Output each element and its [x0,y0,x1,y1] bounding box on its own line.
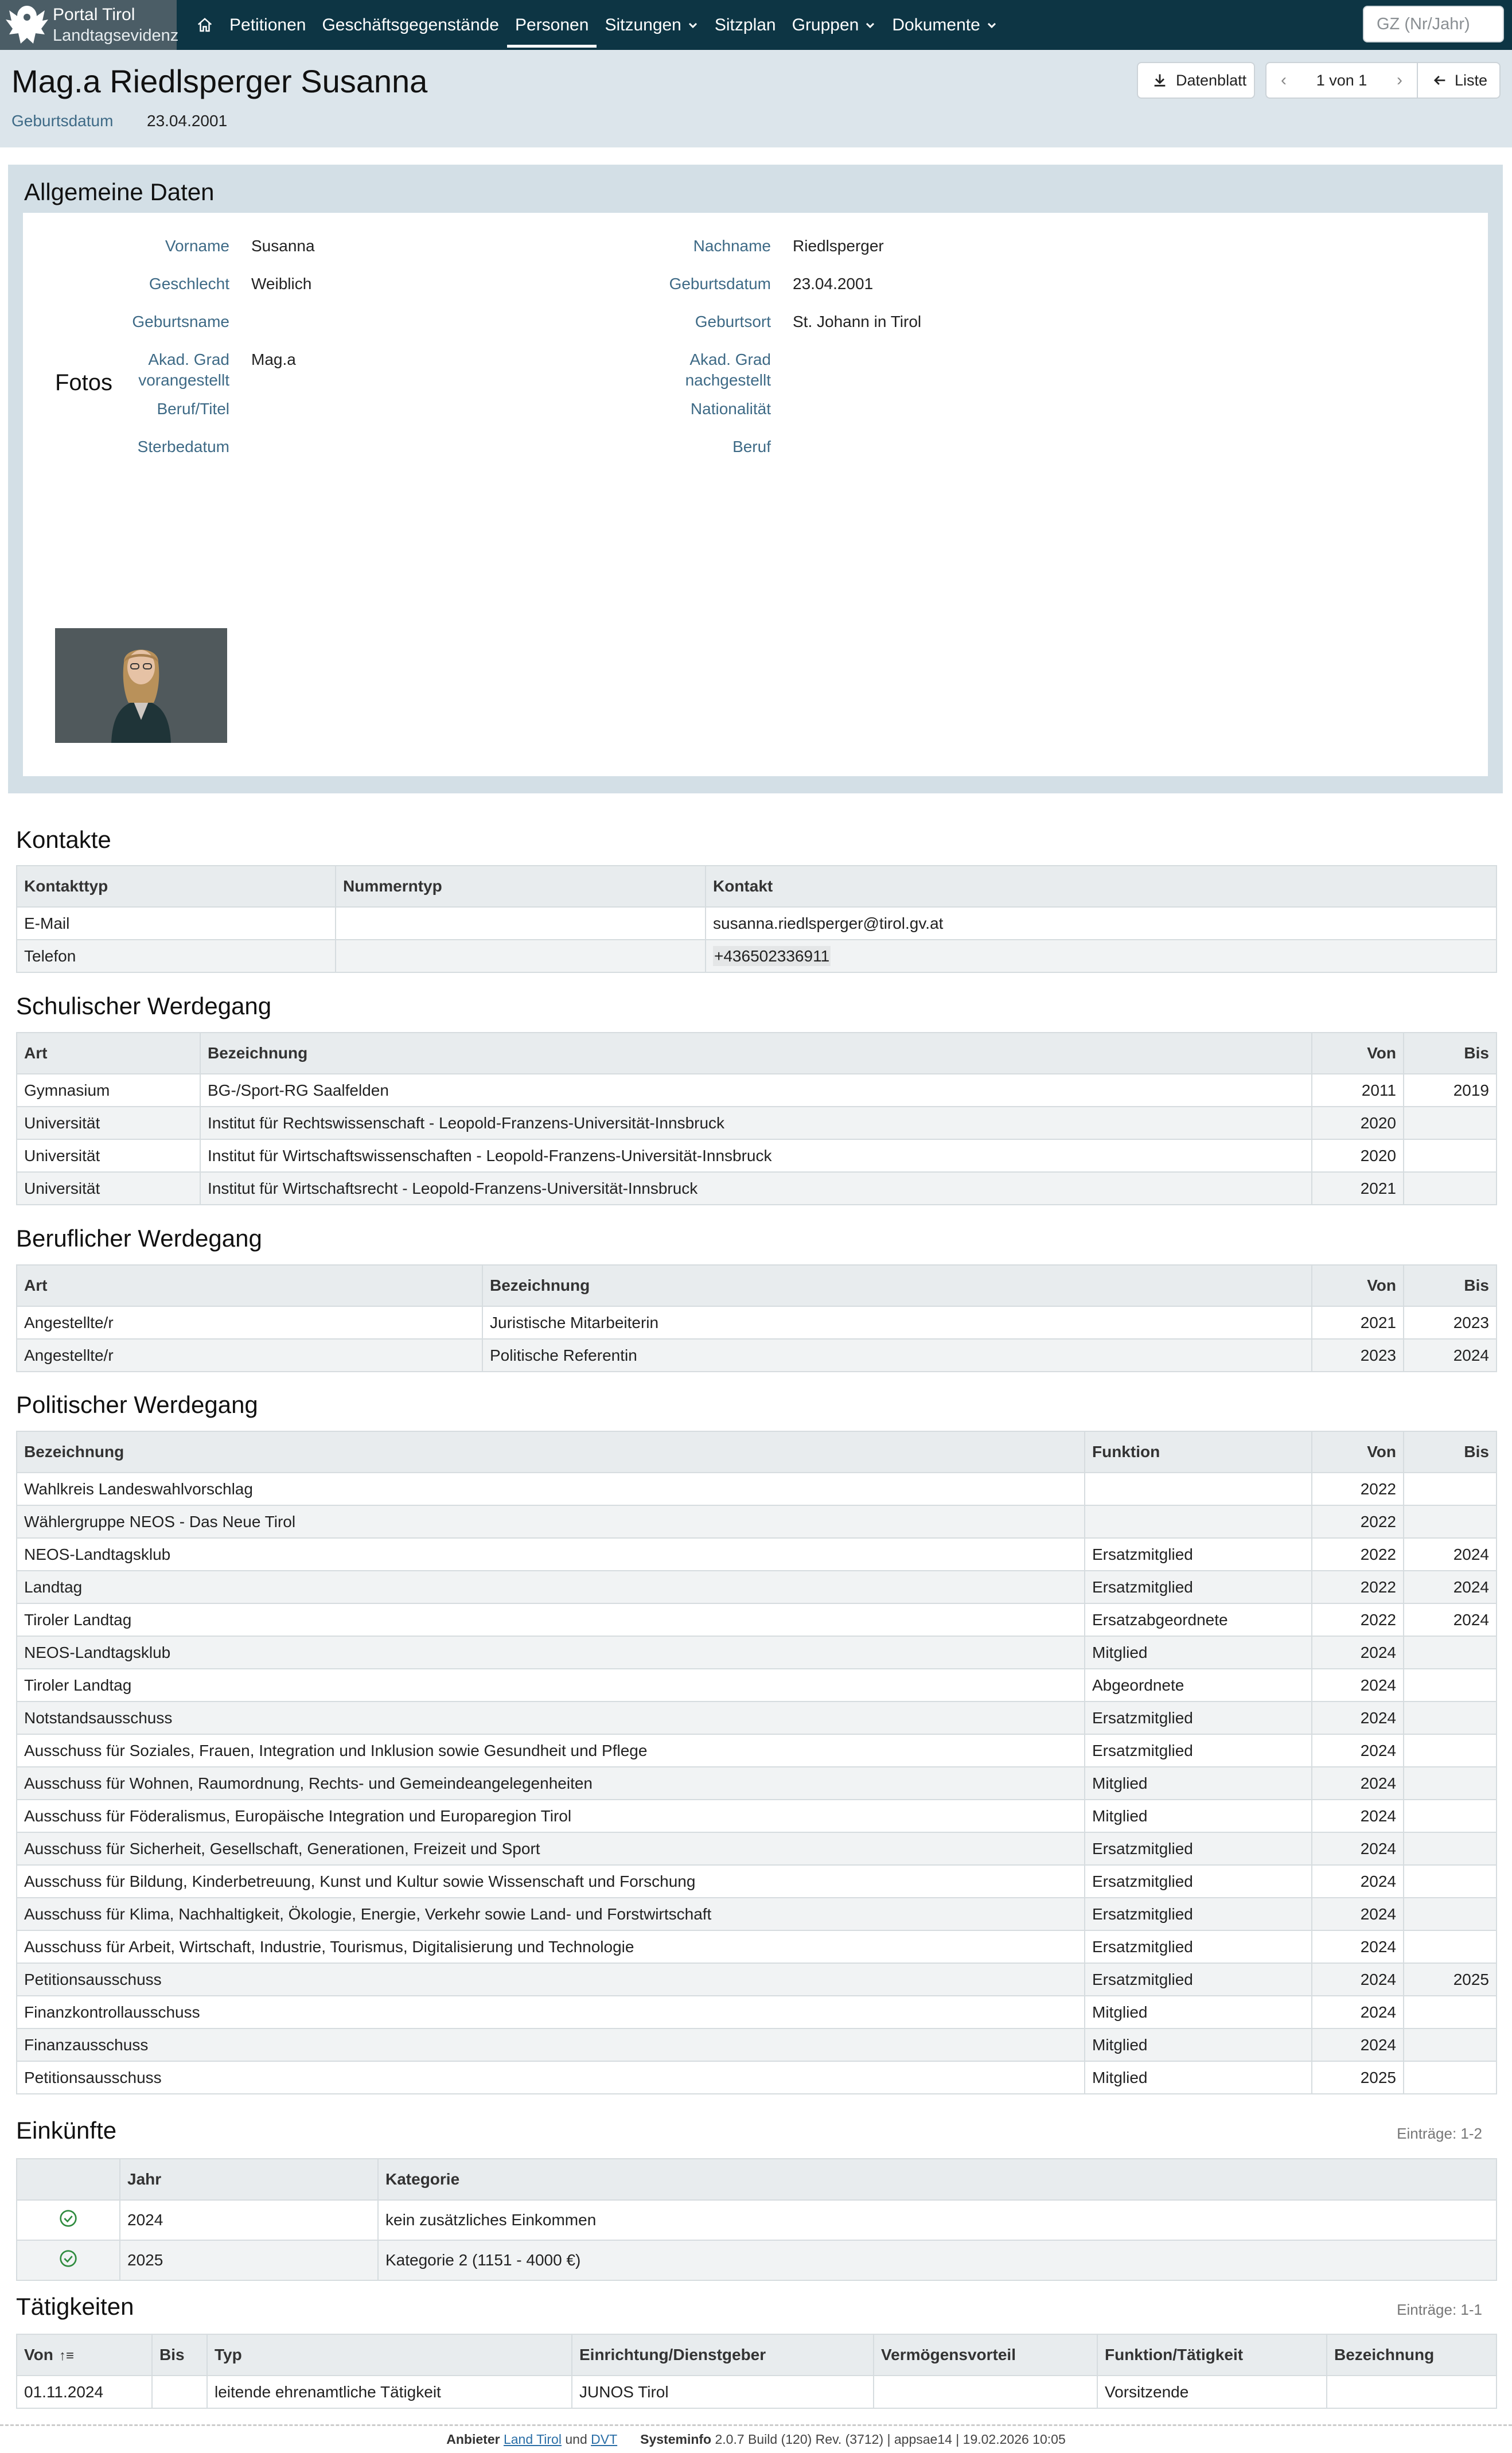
table-cell: 2024 [1312,1800,1404,1832]
table-cell: Ausschuss für Föderalismus, Europäische Integration und Europaregion Tirol [17,1800,1085,1832]
download-icon [1152,72,1168,88]
table-cell: Ersatzmitglied [1085,1865,1312,1898]
table-cell: Abgeordnete [1085,1669,1312,1701]
home-icon [196,17,213,34]
table-cell: 2024 [1404,1571,1497,1603]
table-row [17,1571,1497,1603]
chevron-down-icon [864,20,876,31]
table-cell: leitende ehrenamtliche Tätigkeit [207,2376,572,2408]
table-cell: 2024 [1312,1996,1404,2028]
vorname-value: Susanna [251,237,315,255]
column-header[interactable]: Nummerntyp [336,866,706,907]
beruf-titel-label: Beruf/Titel [157,400,229,418]
table-cell: kein zusätzliches Einkommen [378,2200,1497,2240]
brand-logo[interactable] [0,0,177,50]
chevron-right-icon[interactable]: › [1397,71,1402,89]
table-cell [1404,2061,1497,2094]
table-row [17,940,1497,972]
footer-link-dvt[interactable]: DVT [591,2432,618,2447]
table-cell: 2025 [120,2240,378,2280]
table-cell [1085,1505,1312,1538]
table-row [17,1898,1497,1930]
table-row [17,1107,1497,1139]
column-header[interactable]: Kontakttyp [17,866,336,907]
fotos-title: Fotos [55,370,113,395]
table-cell [1404,1898,1497,1930]
table-cell [1404,1172,1497,1205]
table-cell: Tiroler Landtag [17,1603,1085,1636]
table-cell: Ersatzmitglied [1085,1832,1312,1865]
table-cell: 2024 [1312,1832,1404,1865]
table-cell: Mitglied [1085,1996,1312,2028]
taetigkeiten-count: Einträge: 1-1 [1397,2301,1482,2318]
person-header [0,50,1512,147]
column-header[interactable]: Bis [152,2334,207,2376]
table-cell: susanna.riedlsperger@tirol.gv.at [706,907,1497,940]
table-cell: 2020 [1312,1107,1404,1139]
table-cell [706,940,1497,972]
column-header[interactable]: Bis [1404,1265,1497,1306]
geburtsname-label: Geburtsname [132,313,229,330]
table-cell [1404,1636,1497,1669]
table-row [17,1734,1497,1767]
table-cell: 2025 [1312,2061,1404,2094]
nav-personen[interactable]: Personen [507,0,597,50]
column-header[interactable] [17,2159,120,2200]
table-cell: Ausschuss für Sicherheit, Gesellschaft, Generationen, Freizeit und Sport [17,1832,1085,1865]
table-cell: Ersatzmitglied [1085,1571,1312,1603]
table-cell: NEOS-Landtagsklub [17,1538,1085,1571]
table-row [17,1832,1497,1865]
table-cell: Finanzausschuss [17,2028,1085,2061]
table-cell: Ersatzmitglied [1085,1734,1312,1767]
table-cell [1404,1669,1497,1701]
table-cell [1404,1996,1497,2028]
column-header[interactable]: Art [17,1265,482,1306]
table-cell: Ausschuss für Klima, Nachhaltigkeit, Ökologie, Energie, Verkehr sowie Land- und Forstwirtschaft [17,1898,1085,1930]
brand-subtitle: Landtagsevidenz [53,26,179,45]
sort-ascending-icon[interactable]: ↑≡ [59,2348,74,2364]
allgemeine-daten-title: Allgemeine Daten [24,178,215,205]
table-cell: 2024 [1312,1865,1404,1898]
table-cell: Institut für Wirtschaftsrecht - Leopold-Franzens-Universität-Innsbruck [200,1172,1312,1205]
nav-geschaeftsgegenstaende[interactable]: Geschäftsgegenstände [322,15,499,34]
table-cell: Angestellte/r [17,1306,482,1339]
table-row [17,1930,1497,1963]
column-header[interactable]: Bezeichnung [200,1033,1312,1074]
beruf-label: Beruf [732,438,771,455]
footer: Anbieter Land Tirol und DVT Systeminfo 2.0.7 Build (120) Rev. (3712) | appsae14 | 19.02.2026 10:05 [0,2424,1512,2453]
column-header[interactable]: Von ↑≡ [17,2334,152,2376]
systeminfo-text: 2.0.7 Build (120) Rev. (3712) | appsae14 | 19.02.2026 10:05 [715,2432,1066,2447]
geschlecht-value: Weiblich [251,275,312,293]
table-cell: 2022 [1312,1538,1404,1571]
table-cell: E-Mail [17,907,336,940]
table-cell [1404,1701,1497,1734]
table-cell: 2011 [1312,1074,1404,1107]
nav-home[interactable] [188,0,221,50]
column-header[interactable]: Von [1312,1265,1404,1306]
page-title: Mag.a Riedlsperger Susanna [11,63,428,99]
column-header[interactable]: Bezeichnung [482,1265,1312,1306]
table-cell: Politische Referentin [482,1339,1312,1372]
akad-grad-vorangestellt-value: Mag.a [251,351,296,368]
table-cell: 2024 [1404,1603,1497,1636]
pager [1265,62,1418,99]
nav-sitzplan[interactable]: Sitzplan [714,15,776,34]
table-row [17,1074,1497,1107]
table-row [17,1865,1497,1898]
table-cell: 01.11.2024 [17,2376,152,2408]
column-header[interactable]: Art [17,1033,200,1074]
table-cell [1404,1767,1497,1800]
schulischer-werdegang-table [16,1032,1497,1205]
column-header[interactable]: Kontakt [706,866,1497,907]
table-cell [1404,1107,1497,1139]
table-row [17,2061,1497,2094]
nav-sitzungen[interactable]: Sitzungen [597,0,706,50]
table-cell: Kategorie 2 (1151 - 4000 €) [378,2240,1497,2280]
table-cell: 2024 [1312,1767,1404,1800]
arrow-left-icon [1432,72,1448,88]
kontakte-title: Kontakte [16,826,111,853]
table-cell: Gymnasium [17,1074,200,1107]
table-row [17,2028,1497,2061]
table-cell: 2022 [1312,1571,1404,1603]
table-cell: Tiroler Landtag [17,1669,1085,1701]
table-cell: Ausschuss für Bildung, Kinderbetreuung, Kunst und Kultur sowie Wissenschaft und Forschung [17,1865,1085,1898]
top-navbar [0,0,1512,50]
table-row [17,907,1497,940]
table-cell: 2024 [1312,1701,1404,1734]
phone-number[interactable]: +436502336911 [714,947,830,965]
table-row [17,1505,1497,1538]
taetigkeiten-title: Tätigkeiten [16,2293,134,2320]
einkuenfte-count: Einträge: 1-2 [1397,2125,1482,2142]
table-cell: Mitglied [1085,1636,1312,1669]
schulischer-werdegang-title: Schulischer Werdegang [16,992,272,1019]
table-cell: Vorsitzende [1097,2376,1327,2408]
table-cell [1404,1832,1497,1865]
table-cell [152,2376,207,2408]
table-cell: 2024 [1312,1636,1404,1669]
person-photo[interactable] [55,628,227,743]
einkuenfte-title: Einkünfte [16,2117,117,2144]
table-row [17,1139,1497,1172]
table-cell [336,907,706,940]
table-cell: 2024 [1312,1669,1404,1701]
table-cell [336,940,706,972]
table-cell: NEOS-Landtagsklub [17,1636,1085,1669]
table-row [17,1996,1497,2028]
table-cell: Universität [17,1107,200,1139]
table-cell [1327,2376,1497,2408]
table-cell [1404,2028,1497,2061]
table-row [17,1339,1497,1372]
table-cell: Wählergruppe NEOS - Das Neue Tirol [17,1505,1085,1538]
table-cell: Institut für Wirtschaftswissenschaften - Leopold-Franzens-Universität-Innsbruck [200,1139,1312,1172]
table-cell: 2024 [1312,1898,1404,1930]
table-cell [1404,1800,1497,1832]
table-cell: 2024 [1404,1339,1497,1372]
check-circle-icon [17,2240,120,2280]
table-row [17,1603,1497,1636]
table-cell: Ersatzmitglied [1085,1538,1312,1571]
table-cell: Institut für Rechtswissenschaft - Leopold-Franzens-Universität-Innsbruck [200,1107,1312,1139]
table-row [17,1669,1497,1701]
check-circle-icon [17,2200,120,2240]
table-cell: 2020 [1312,1139,1404,1172]
table-row [17,1538,1497,1571]
pager-label: 1 von 1 [1316,71,1367,89]
table-cell: 2023 [1404,1306,1497,1339]
table-cell: 2024 [1312,1963,1404,1996]
table-cell: Universität [17,1139,200,1172]
table-cell: Ersatzmitglied [1085,1930,1312,1963]
chevron-left-icon[interactable]: ‹ [1281,71,1287,89]
table-cell: Ausschuss für Soziales, Frauen, Integration und Inklusion sowie Gesundheit und Pflege [17,1734,1085,1767]
table-row [17,1963,1497,1996]
akad-grad-vorangestellt-label: Akad. Grad vorangestellt [138,351,229,389]
column-header[interactable]: Funktion [1085,1431,1312,1473]
table-cell: 2022 [1312,1603,1404,1636]
table-cell [1404,1139,1497,1172]
table-cell: Wahlkreis Landeswahlvorschlag [17,1473,1085,1505]
table-cell: Ersatzmitglied [1085,1701,1312,1734]
brand-title: Portal Tirol [53,5,135,24]
table-cell [1404,1930,1497,1963]
table-cell: BG-/Sport-RG Saalfelden [200,1074,1312,1107]
table-row [17,2240,1497,2280]
table-row [17,1172,1497,1205]
table-row [17,1800,1497,1832]
table-cell: 2021 [1312,1306,1404,1339]
table-cell: Universität [17,1172,200,1205]
liste-button[interactable]: Liste [1417,62,1501,99]
beruflicher-werdegang-table [16,1264,1497,1372]
table-cell: Landtag [17,1571,1085,1603]
column-header[interactable]: Vermögensvorteil [874,2334,1097,2376]
table-row [17,2200,1497,2240]
footer-link-land-tirol[interactable]: Land Tirol [503,2432,562,2447]
table-cell: 2019 [1404,1074,1497,1107]
table-cell: Ausschuss für Arbeit, Wirtschaft, Industrie, Tourismus, Digitalisierung und Technologie [17,1930,1085,1963]
table-cell [1404,1734,1497,1767]
geburtsdatum-label: Geburtsdatum [669,275,771,293]
eagle-icon [5,2,49,49]
table-cell: Mitglied [1085,1767,1312,1800]
sterbedatum-label: Sterbedatum [137,438,229,455]
column-header[interactable]: Kategorie [378,2159,1497,2200]
column-header[interactable]: Einrichtung/Dienstgeber [572,2334,874,2376]
allgemeine-daten-card [8,165,1503,793]
kontakte-table [16,865,1497,973]
table-cell [1404,1473,1497,1505]
table-cell: Mitglied [1085,2061,1312,2094]
table-cell: Ersatzabgeordnete [1085,1603,1312,1636]
column-header[interactable]: Funktion/Tätigkeit [1097,2334,1327,2376]
nachname-label: Nachname [693,237,771,255]
table-cell: Ersatzmitglied [1085,1898,1312,1930]
table-cell: Petitionsausschuss [17,1963,1085,1996]
nav-gruppen[interactable]: Gruppen [784,0,884,50]
table-row [17,1636,1497,1669]
table-cell: 2024 [1312,1930,1404,1963]
table-cell: 2024 [1312,2028,1404,2061]
politischer-werdegang-table [16,1431,1497,2094]
table-cell: Ersatzmitglied [1085,1963,1312,1996]
header-geburtsdatum-value: 23.04.2001 [147,112,228,130]
einkuenfte-table [16,2158,1497,2281]
header-geburtsdatum-label: Geburtsdatum [11,112,114,130]
column-header[interactable]: Von [1312,1033,1404,1074]
table-cell: Ausschuss für Wohnen, Raumordnung, Rechts- und Gemeindeangelegenheiten [17,1767,1085,1800]
chevron-down-icon [687,20,699,31]
table-cell [1085,1473,1312,1505]
table-cell [874,2376,1097,2408]
geburtsort-label: Geburtsort [695,313,771,330]
column-header[interactable]: Von [1312,1431,1404,1473]
geburtsdatum-value: 23.04.2001 [793,275,874,293]
column-header[interactable]: Typ [207,2334,572,2376]
nationalitaet-label: Nationalität [690,400,771,418]
geburtsort-value: St. Johann in Tirol [793,313,922,330]
table-cell: 2023 [1312,1339,1404,1372]
chevron-down-icon [986,20,997,31]
table-cell: JUNOS Tirol [572,2376,874,2408]
table-row [17,1767,1497,1800]
column-header[interactable]: Bezeichnung [1327,2334,1497,2376]
table-cell: 2024 [1312,1734,1404,1767]
table-row [17,2376,1497,2408]
table-cell: 2025 [1404,1963,1497,1996]
table-cell: Juristische Mitarbeiterin [482,1306,1312,1339]
table-cell [1404,1505,1497,1538]
table-cell: Notstandsausschuss [17,1701,1085,1734]
table-cell: 2022 [1312,1473,1404,1505]
table-cell: Mitglied [1085,1800,1312,1832]
datenblatt-button[interactable]: Datenblatt [1137,62,1255,99]
nav-dokumente[interactable]: Dokumente [884,0,1005,50]
table-cell [1404,1865,1497,1898]
gz-search-input[interactable]: GZ (Nr/Jahr) [1363,6,1504,42]
table-row [17,1473,1497,1505]
table-cell: Finanzkontrollausschuss [17,1996,1085,2028]
nav-petitionen[interactable]: Petitionen [229,15,306,34]
table-cell: 2024 [1404,1538,1497,1571]
table-row [17,1306,1497,1339]
table-cell: Petitionsausschuss [17,2061,1085,2094]
column-header[interactable]: Bezeichnung [17,1431,1085,1473]
table-cell: Telefon [17,940,336,972]
vorname-label: Vorname [165,237,229,255]
beruflicher-werdegang-title: Beruflicher Werdegang [16,1225,262,1252]
nachname-value: Riedlsperger [793,237,884,255]
table-cell: Angestellte/r [17,1339,482,1372]
column-header[interactable]: Bis [1404,1431,1497,1473]
geschlecht-label: Geschlecht [149,275,229,293]
table-cell: 2021 [1312,1172,1404,1205]
table-cell: Mitglied [1085,2028,1312,2061]
column-header[interactable]: Bis [1404,1033,1497,1074]
akad-grad-nachgestellt-label: Akad. Grad nachgestellt [685,351,771,389]
table-row [17,1701,1497,1734]
taetigkeiten-table [16,2334,1497,2409]
table-cell: 2022 [1312,1505,1404,1538]
table-cell: 2024 [120,2200,378,2240]
politischer-werdegang-title: Politischer Werdegang [16,1391,258,1418]
column-header[interactable]: Jahr [120,2159,378,2200]
